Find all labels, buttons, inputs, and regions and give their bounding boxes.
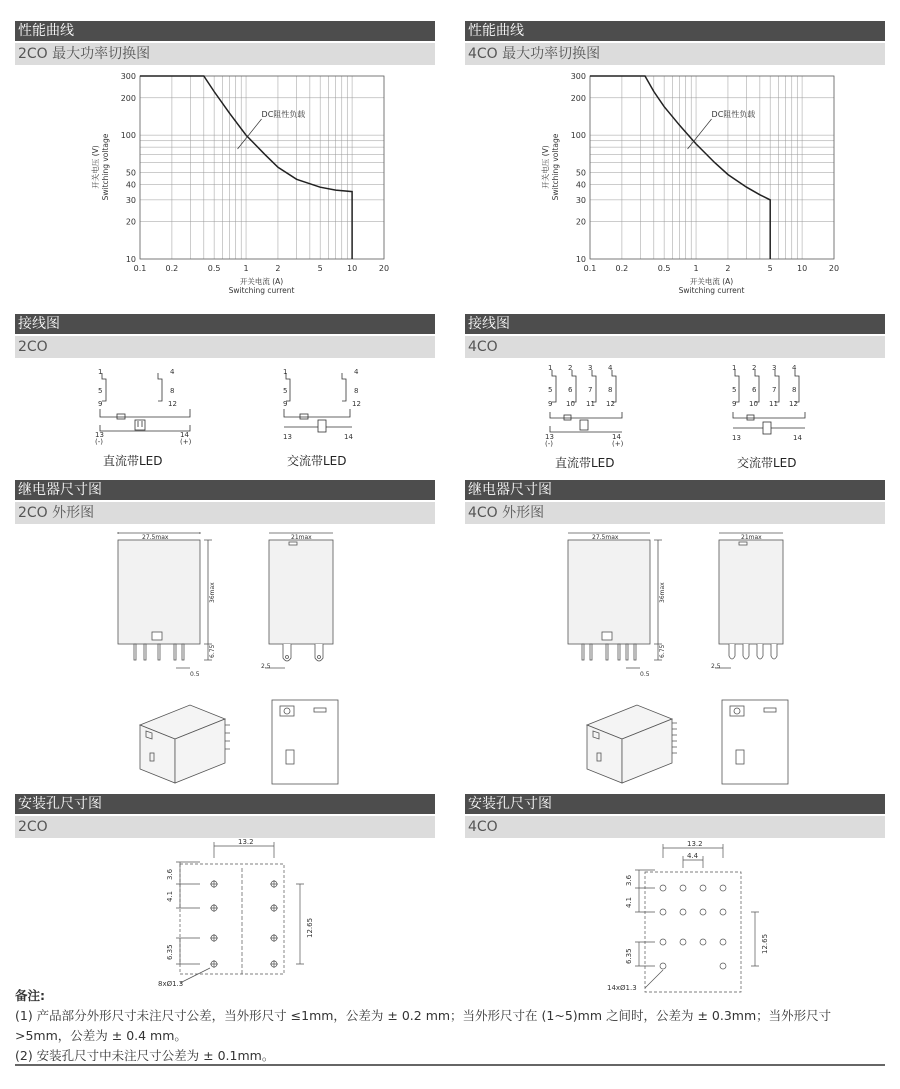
relay-dimension-subheader: 2CO 外形图 <box>15 502 435 524</box>
x-tick-label: 0.5 <box>657 264 671 273</box>
dim-height-label: 36max <box>659 582 666 603</box>
svg-text:4: 4 <box>354 368 359 376</box>
y-tick-label: 40 <box>575 180 586 190</box>
svg-text:12: 12 <box>352 400 361 408</box>
svg-text:1: 1 <box>548 364 553 372</box>
notes-line-2: >5mm，公差为 ± 0.4 mm。 <box>15 1028 187 1043</box>
x-tick-label: 5 <box>767 264 773 273</box>
y-tick-label: 300 <box>120 72 136 81</box>
wiring-diagram-4co-ac <box>727 360 817 450</box>
svg-text:9: 9 <box>732 400 737 408</box>
y-tick-label: 20 <box>125 217 136 227</box>
dim-depth-label: 21max <box>291 534 312 541</box>
svg-text:13: 13 <box>545 433 554 441</box>
mounting-hole-subheader: 4CO <box>465 816 885 838</box>
relay-isometric-view-4co <box>577 695 687 790</box>
wiring-subheader: 2CO <box>15 336 435 358</box>
notes-title: 备注: <box>15 988 45 1003</box>
wiring-ac-caption: 交流带LED <box>737 456 797 470</box>
svg-text:(-): (-) <box>545 440 553 448</box>
mounting-hole-drawing-2co <box>140 838 340 988</box>
y-tick-label: 100 <box>120 131 136 141</box>
svg-text:10: 10 <box>749 400 758 408</box>
wiring-dc-caption: 直流带LED <box>555 456 615 470</box>
svg-text:7: 7 <box>772 386 777 394</box>
mount-holes-label: 14xØ1.3 <box>607 984 637 992</box>
y-tick-label: 30 <box>125 195 136 205</box>
wiring-diagram-2co-dc <box>90 365 200 445</box>
relay-isometric-view-2co <box>130 695 240 790</box>
svg-text:2: 2 <box>568 364 573 372</box>
max-switching-power-chart-2co <box>70 66 390 316</box>
perf-curve-header: 性能曲线 <box>15 21 435 41</box>
svg-text:10: 10 <box>566 400 575 408</box>
notes-section <box>15 986 875 1066</box>
svg-text:3: 3 <box>772 364 777 372</box>
y-tick-label: 10 <box>125 255 136 264</box>
perf-curve-subheader: 4CO 最大功率切换图 <box>465 43 885 65</box>
mounting-hole-subheader: 2CO <box>15 816 435 838</box>
mount-h-label: 12.65 <box>761 933 769 954</box>
x-axis-label-en: Switching current <box>228 286 295 295</box>
svg-text:2: 2 <box>752 364 757 372</box>
x-tick-label: 1 <box>693 264 699 273</box>
svg-text:5: 5 <box>732 386 737 394</box>
x-tick-label: 0.2 <box>165 264 179 273</box>
y-tick-label: 50 <box>575 168 586 178</box>
svg-text:8: 8 <box>608 386 613 394</box>
svg-text:8: 8 <box>170 387 175 395</box>
max-switching-power-chart-4co <box>520 66 840 316</box>
x-axis-label-cn: 开关电流 (A) <box>689 277 734 286</box>
svg-text:13: 13 <box>732 434 741 442</box>
svg-text:4: 4 <box>608 364 613 372</box>
svg-text:14: 14 <box>793 434 802 442</box>
mount-d3-label: 6.35 <box>166 944 174 960</box>
perf-curve-subheader: 2CO 最大功率切换图 <box>15 43 435 65</box>
dim-pin-pitch-label: 2.5 <box>711 663 721 670</box>
wiring-header: 接线图 <box>465 314 885 334</box>
dim-width-label: 27.5max <box>592 534 619 541</box>
mount-d2-label: 4.1 <box>166 890 174 902</box>
svg-text:6: 6 <box>568 386 573 394</box>
mount-d2-label: 4.1 <box>625 896 633 908</box>
dim-depth-label: 21max <box>741 534 762 541</box>
y-axis-label-en: Switching voltage <box>551 133 560 201</box>
y-tick-label: 200 <box>570 93 586 103</box>
perf-curve-header: 性能曲线 <box>465 21 885 41</box>
wiring-diagram-4co-dc <box>540 360 630 450</box>
wiring-dc-caption: 直流带LED <box>103 454 163 468</box>
notes-line-1: (1) 产品部分外形尺寸未注尺寸公差，当外形尺寸 ≤1mm，公差为 ± 0.2 mm；当外形尺寸在 (1~5)mm 之间时，公差为 ± 0.3mm；当外形尺寸 <box>15 1008 832 1023</box>
relay-dimension-subheader: 4CO 外形图 <box>465 502 885 524</box>
relay-side-view-4co <box>705 528 805 683</box>
x-tick-label: 10 <box>796 264 808 273</box>
wiring-ac-caption: 交流带LED <box>287 454 347 468</box>
svg-text:1: 1 <box>732 364 737 372</box>
dim-pin-length-label: 6.75 <box>209 644 216 658</box>
svg-text:6: 6 <box>752 386 757 394</box>
mount-pitch-label: 4.4 <box>687 852 699 860</box>
x-tick-label: 5 <box>317 264 323 273</box>
wiring-subheader: 4CO <box>465 336 885 358</box>
mount-width-label: 13.2 <box>238 838 254 846</box>
x-tick-label: 20 <box>828 264 840 273</box>
mounting-hole-header: 安装孔尺寸图 <box>465 794 885 814</box>
mounting-hole-header: 安装孔尺寸图 <box>15 794 435 814</box>
dim-pin-pitch-label: 2.5 <box>261 663 271 670</box>
svg-text:(-): (-) <box>95 438 103 446</box>
svg-text:14: 14 <box>612 433 621 441</box>
dim-pin-length-label: 6.75 <box>659 644 666 658</box>
y-axis-label-cn: 开关电压 (V) <box>91 145 100 189</box>
svg-text:13: 13 <box>95 431 104 439</box>
svg-text:11: 11 <box>769 400 778 408</box>
y-axis-label-cn: 开关电压 (V) <box>541 145 550 189</box>
y-tick-label: 100 <box>570 131 586 141</box>
svg-text:14: 14 <box>344 433 353 441</box>
x-tick-label: 0.1 <box>583 264 597 273</box>
svg-text:12: 12 <box>789 400 798 408</box>
svg-text:1: 1 <box>283 368 288 376</box>
relay-front-view-4co <box>560 528 680 683</box>
y-tick-label: 20 <box>575 217 586 227</box>
x-tick-label: 1 <box>243 264 249 273</box>
x-tick-label: 2 <box>725 264 731 273</box>
dim-pin-thickness-label: 0.5 <box>190 671 200 678</box>
x-tick-label: 2 <box>275 264 281 273</box>
annotation-label: DC阻性负载 <box>261 110 306 120</box>
svg-text:1: 1 <box>98 368 103 376</box>
y-tick-label: 10 <box>575 255 586 264</box>
x-tick-label: 20 <box>378 264 390 273</box>
svg-text:4: 4 <box>170 368 175 376</box>
x-tick-label: 0.2 <box>615 264 629 273</box>
svg-text:(+): (+) <box>180 438 192 446</box>
mount-width-label: 13.2 <box>687 840 703 848</box>
svg-text:(+): (+) <box>612 440 624 448</box>
svg-text:5: 5 <box>548 386 553 394</box>
svg-text:9: 9 <box>548 400 553 408</box>
svg-text:5: 5 <box>98 387 103 395</box>
svg-text:11: 11 <box>586 400 595 408</box>
svg-text:12: 12 <box>606 400 615 408</box>
wiring-header: 接线图 <box>15 314 435 334</box>
x-axis-label-cn: 开关电流 (A) <box>239 277 284 286</box>
svg-text:14: 14 <box>180 431 189 439</box>
notes-line-3: (2) 安装孔尺寸中未注尺寸公差为 ± 0.1mm。 <box>15 1048 275 1063</box>
series-line <box>590 76 770 259</box>
mounting-hole-drawing-4co <box>595 838 795 998</box>
x-tick-label: 0.5 <box>207 264 221 273</box>
relay-front-view-2co <box>110 528 230 683</box>
svg-text:7: 7 <box>588 386 593 394</box>
svg-text:13: 13 <box>283 433 292 441</box>
svg-text:9: 9 <box>283 400 288 408</box>
y-axis-label-en: Switching voltage <box>101 133 110 201</box>
relay-side-view-2co <box>255 528 355 683</box>
dim-height-label: 36max <box>209 582 216 603</box>
relay-dimension-header: 继电器尺寸图 <box>465 480 885 500</box>
relay-top-view-2co <box>270 698 350 788</box>
mount-d1-label: 3.6 <box>625 874 633 886</box>
dim-pin-thickness-label: 0.5 <box>640 671 650 678</box>
dim-width-label: 27.5max <box>142 534 169 541</box>
svg-text:8: 8 <box>792 386 797 394</box>
svg-text:8: 8 <box>354 387 359 395</box>
mount-d3-label: 6.35 <box>625 948 633 964</box>
relay-top-view-4co <box>720 698 800 788</box>
mount-holes-label: 8xØ1.3 <box>158 980 184 988</box>
x-tick-label: 0.1 <box>133 264 147 273</box>
mount-d1-label: 3.6 <box>166 868 174 880</box>
relay-dimension-header: 继电器尺寸图 <box>15 480 435 500</box>
y-tick-label: 30 <box>575 195 586 205</box>
svg-text:12: 12 <box>168 400 177 408</box>
y-tick-label: 200 <box>120 93 136 103</box>
footer-divider <box>15 1064 885 1066</box>
annotation-label: DC阻性负载 <box>711 110 756 120</box>
svg-text:5: 5 <box>283 387 288 395</box>
x-tick-label: 10 <box>346 264 358 273</box>
y-tick-label: 300 <box>570 72 586 81</box>
svg-text:9: 9 <box>98 400 103 408</box>
y-tick-label: 50 <box>125 168 136 178</box>
y-tick-label: 40 <box>125 180 136 190</box>
svg-text:3: 3 <box>588 364 593 372</box>
wiring-diagram-2co-ac <box>280 365 380 445</box>
x-axis-label-en: Switching current <box>678 286 745 295</box>
svg-text:4: 4 <box>792 364 797 372</box>
mount-h-label: 12.65 <box>306 917 314 938</box>
